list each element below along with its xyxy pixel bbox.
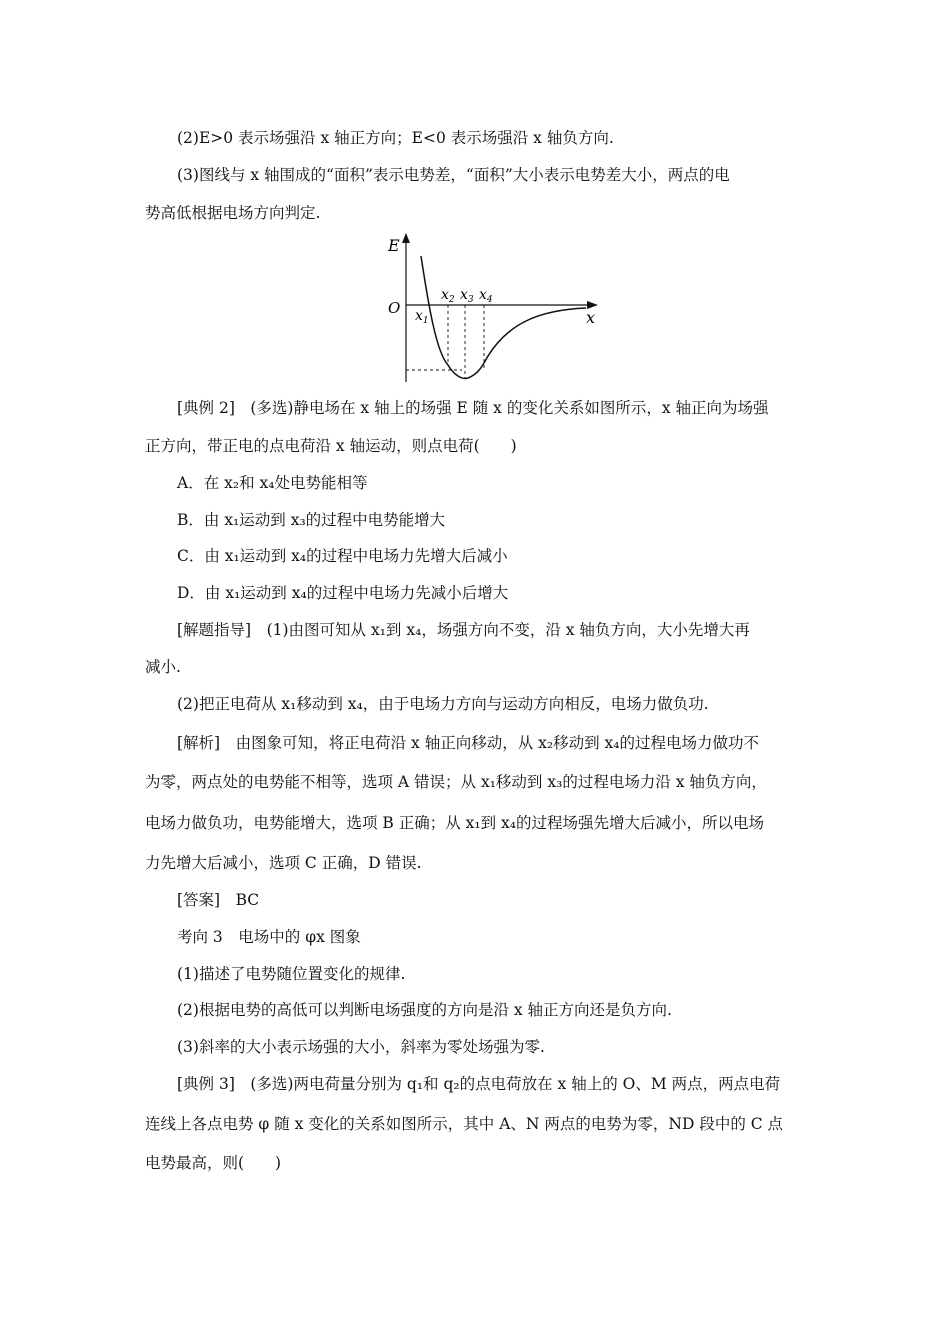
text-line: 势高低根据电场方向判定. (145, 204, 321, 222)
origin-label: O (388, 299, 401, 317)
text-line: (3)图线与 x 轴围成的“面积”表示电势差，“面积”大小表示电势差大小，两点的电 (177, 166, 730, 184)
text-line: 正方向，带正电的点电荷沿 x 轴运动，则点电荷( ) (145, 437, 517, 455)
text-line: 电场力做负功，电势能增大，选项 B 正确；从 x₁到 x₄的过程场强先增大后减小，所以电场 (145, 814, 765, 832)
text-line: (2)E>0 表示场强沿 x 轴正方向；E<0 表示场强沿 x 轴负方向. (177, 129, 614, 147)
y-axis-arrow (402, 233, 410, 243)
x4-label: $x_4$ (479, 287, 493, 305)
x2-label: $x_2$ (441, 287, 455, 305)
x-axis-label: x (586, 308, 596, 327)
e-curve (421, 256, 586, 378)
y-axis-label: E (388, 236, 400, 255)
answer-line: [答案] BC (177, 891, 260, 909)
text-line: 连线上各点电势 φ 随 x 变化的关系如图所示，其中 A、N 两点的电势为零，ND 段中的 C 点 (145, 1115, 784, 1133)
text-line: 为零，两点处的电势能不相等，选项 A 错误；从 x₁移动到 x₃的过程电场力沿 x 轴负方向， (145, 773, 767, 791)
option-d: D．由 x₁运动到 x₄的过程中电场力先减小后增大 (177, 584, 509, 602)
option-b: B．由 x₁运动到 x₃的过程中电势能增大 (177, 511, 446, 529)
text-line: [解析] 由图象可知，将正电荷沿 x 轴正向移动，从 x₂移动到 x₄的过程电场力做功不 (177, 734, 759, 752)
text-line: 力先增大后减小，选项 C 正确，D 错误. (145, 854, 422, 872)
text-line: [解题指导] (1)由图可知从 x₁到 x₄，场强方向不变，沿 x 轴负方向，大小先增大再 (177, 621, 750, 639)
x3-label: $x_3$ (460, 287, 474, 305)
e-x-graph-figure (378, 232, 600, 384)
option-a: A．在 x₂和 x₄处电势能相等 (177, 474, 368, 492)
x1-label: $x_1$ (415, 308, 429, 326)
text-line: (1)描述了电势随位置变化的规律. (177, 965, 406, 983)
section-heading: 考向 3 电场中的 φx 图象 (177, 928, 361, 946)
text-line: 电势最高，则( ) (145, 1154, 282, 1172)
text-line: [典例 3] (多选)两电荷量分别为 q₁和 q₂的点电荷放在 x 轴上的 O、M 两点，两点电荷 (177, 1075, 781, 1093)
text-line: (2)根据电势的高低可以判断电场强度的方向是沿 x 轴正方向还是负方向. (177, 1001, 672, 1019)
text-line: 减小. (145, 658, 181, 676)
e-x-graph (378, 232, 600, 384)
text-line: (2)把正电荷从 x₁移动到 x₄，由于电场力方向与运动方向相反，电场力做负功. (177, 695, 709, 713)
option-c: C．由 x₁运动到 x₄的过程中电场力先增大后减小 (177, 547, 508, 565)
text-line: [典例 2] (多选)静电场在 x 轴上的场强 E 随 x 的变化关系如图所示，x 轴正向为场强 (177, 399, 769, 417)
text-line: (3)斜率的大小表示场强的大小，斜率为零处场强为零. (177, 1038, 545, 1056)
